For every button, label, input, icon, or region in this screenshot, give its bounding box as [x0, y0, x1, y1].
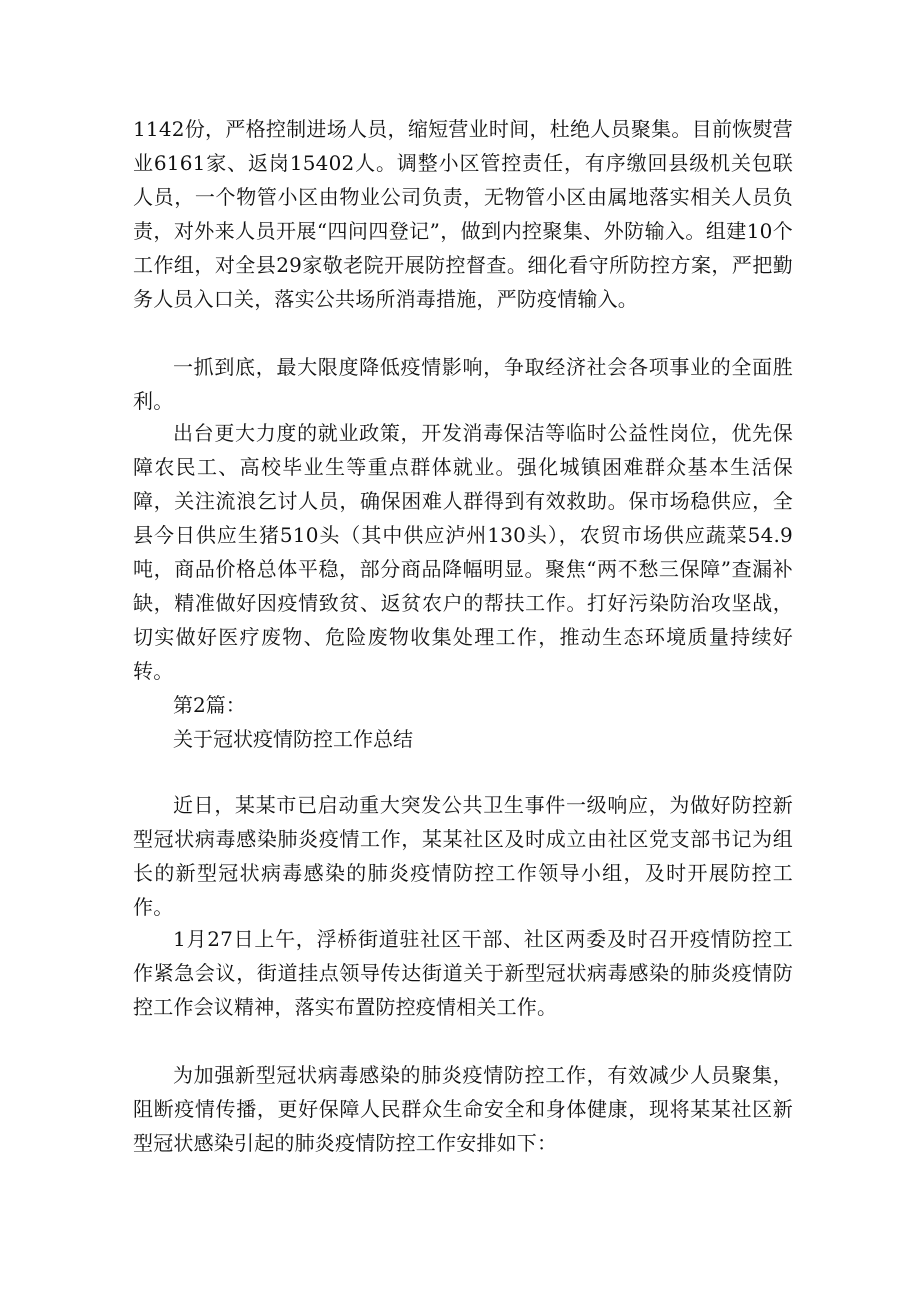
paragraph-2: 一抓到底，最大限度降低疫情影响，争取经济社会各项事业的全面胜利。 [133, 355, 793, 413]
section-label: 第2篇： [173, 693, 246, 717]
paragraph-3: 出台更大力度的就业政策，开发消毒保洁等临时公益性岗位，优先保障农民工、高校毕业生等重点群体就业。强化城镇困难群众基本生活保障，关注流浪乞讨人员，确保困难人群得到有效救助。保市场稳供应，全县今日供应生猪510头（其中供应泸州130头），农贸市场供应蔬菜54.9吨，商品价格总体平稳，部分商品降幅明显。聚焦“两不愁三保障”查漏补缺，精准做好因疫情致贫、返贫农户的帮扶工作。打好污染防治攻坚战，切实做好医疗废物、危险废物收集处理工作，推动生态环境质量持续好转。 [133, 421, 793, 683]
paragraph-1: 1142份，严格控制进场人员，缩短营业时间，杜绝人员聚集。目前恢熨营业6161家、返岗15402人。调整小区管控责任，有序缴回县级机关包联人员，一个物管小区由物业公司负责，无物管小区由属地落实相关人员负责，对外来人员开展“四问四登记”，做到内控聚集、外防输入。组建10个工作组，对全县29家敬老院开展防控督查。细化看守所防控方案，严把勤务人员入口关，落实公共场所消毒措施，严防疫情输入。 [133, 117, 793, 311]
paragraph-6: 为加强新型冠状病毒感染的肺炎疫情防控工作，有效减少人员聚集，阻断疫情传播，更好保障人民群众生命安全和身体健康，现将某某社区新型冠状感染引起的肺炎疫情防控工作安排如下： [133, 1063, 793, 1155]
paragraph-4: 近日，某某市已启动重大突发公共卫生事件一级响应，为做好防控新型冠状病毒感染肺炎疫情工作，某某社区及时成立由社区党支部书记为组长的新型冠状病毒感染的肺炎疫情防控工作领导小组，及时开展防控工作。 [133, 793, 793, 919]
paragraph-5: 1月27日上午，浮桥街道驻社区干部、社区两委及时召开疫情防控工作紧急会议，街道挂点领导传达街道关于新型冠状病毒感染的肺炎疫情防控工作会议精神，落实布置防控疫情相关工作。 [133, 927, 793, 1019]
section-title: 关于冠状疫情防控工作总结 [173, 727, 413, 751]
